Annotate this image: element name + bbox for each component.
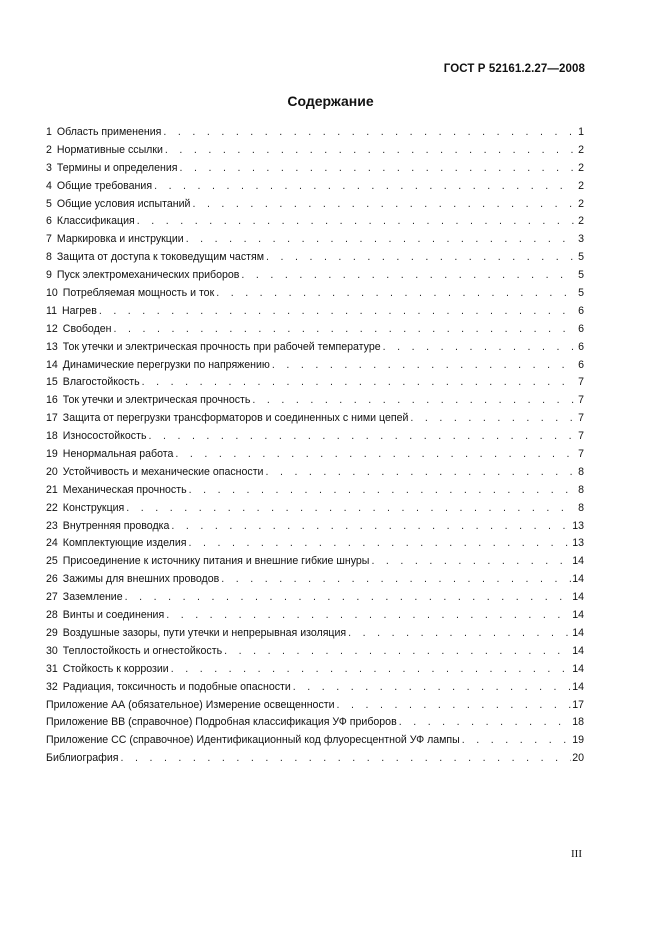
toc-leader-dots bbox=[125, 589, 572, 607]
toc-entry-title: Маркировка и инструкции bbox=[56, 233, 184, 246]
toc-entry-title: Ток утечки и электрическая прочность при рабочей температуре bbox=[62, 340, 381, 353]
toc-entry-number: 2 bbox=[46, 143, 52, 156]
toc-entry-label bbox=[46, 732, 462, 750]
toc-entry-label bbox=[46, 142, 165, 160]
toc-entry-title: Ненормальная работа bbox=[62, 448, 174, 461]
toc-entry-title: Влагостойкость bbox=[62, 376, 140, 389]
toc-entry[interactable] bbox=[46, 231, 584, 249]
toc-entry-label bbox=[46, 160, 180, 178]
toc-entry-label bbox=[46, 500, 126, 518]
toc-entry-number: 30 bbox=[46, 644, 58, 657]
toc-entry-title: Защита от доступа к токоведущим частям bbox=[56, 251, 264, 264]
toc-entry-page: 8 bbox=[578, 483, 584, 496]
toc-entry-page: 6 bbox=[578, 322, 584, 335]
toc-entry-title: Теплостойкость и огнестойкость bbox=[62, 644, 223, 657]
toc-entry-title: Механическая прочность bbox=[62, 483, 187, 496]
toc-entry[interactable] bbox=[46, 160, 584, 178]
toc-entry-page: 3 bbox=[578, 233, 584, 246]
toc-entry-label bbox=[46, 535, 189, 553]
toc-entry-label bbox=[46, 464, 265, 482]
toc-leader-dots bbox=[371, 553, 571, 571]
toc-entry-title: Общие требования bbox=[56, 179, 153, 192]
toc-entry-label bbox=[46, 249, 266, 267]
toc-entry-number: 22 bbox=[46, 501, 58, 514]
toc-entry-title: Нормативные ссылки bbox=[56, 143, 163, 156]
toc-entry-label bbox=[46, 392, 252, 410]
toc-leader-dots bbox=[137, 213, 575, 231]
toc-entry-label bbox=[46, 357, 272, 375]
toc-entry[interactable] bbox=[46, 625, 584, 643]
toc-entry-number: 5 bbox=[46, 197, 52, 210]
toc-entry-page: 20 bbox=[572, 752, 584, 765]
toc-entry-title: Заземление bbox=[62, 591, 123, 604]
toc-entry-number: 24 bbox=[46, 537, 58, 550]
page-title: Содержание bbox=[287, 93, 374, 109]
toc-leader-dots bbox=[266, 249, 575, 267]
toc-entry-number: 8 bbox=[46, 251, 52, 264]
toc-entry-page: 14 bbox=[572, 609, 584, 622]
toc-entry-page: 13 bbox=[572, 519, 584, 532]
toc-entry[interactable] bbox=[46, 553, 584, 571]
toc-entry-number: 1 bbox=[46, 126, 52, 138]
toc-entry-number: 11 bbox=[46, 304, 57, 317]
toc-entry-title: Потребляемая мощность и ток bbox=[62, 287, 215, 300]
toc-entry[interactable] bbox=[46, 500, 584, 518]
toc-leader-dots bbox=[114, 321, 576, 339]
toc-entry-page: 14 bbox=[572, 662, 584, 675]
toc-entry-page: 17 bbox=[572, 698, 584, 711]
toc-entry-title: Присоединение к источнику питания и внешние гибкие шнуры bbox=[62, 555, 370, 568]
toc-leader-dots bbox=[348, 625, 571, 643]
toc-entry[interactable] bbox=[46, 714, 584, 732]
toc-entry-title: Радиация, токсичность и подобные опасности bbox=[62, 680, 291, 693]
toc-entry-page: 13 bbox=[572, 537, 584, 550]
toc-leader-dots bbox=[241, 267, 575, 285]
toc-entry-title: Внутренняя проводка bbox=[62, 519, 170, 532]
toc-entry-title: Пуск электромеханических приборов bbox=[56, 269, 240, 282]
toc-entry-title: Нагрев bbox=[62, 304, 97, 317]
toc-entry-number: 20 bbox=[46, 465, 58, 478]
toc-entry-label bbox=[46, 428, 148, 446]
toc-leader-dots bbox=[293, 679, 571, 697]
toc-entry-label bbox=[46, 321, 114, 339]
toc-entry-label bbox=[46, 267, 241, 285]
toc-entry[interactable] bbox=[46, 213, 584, 231]
toc-entry-page: 7 bbox=[578, 376, 584, 389]
toc-entry-label bbox=[46, 446, 175, 464]
toc-entry-label bbox=[46, 178, 154, 196]
toc-leader-dots bbox=[171, 661, 571, 679]
toc-entry-title: Ток утечки и электрическая прочность bbox=[62, 394, 251, 407]
toc-entry-page: 6 bbox=[578, 358, 584, 371]
toc-leader-dots bbox=[189, 482, 575, 500]
toc-entry-label bbox=[46, 714, 399, 732]
toc-leader-dots bbox=[224, 643, 571, 661]
toc-leader-dots bbox=[265, 464, 575, 482]
toc-entry-number: 9 bbox=[46, 269, 52, 282]
toc-entry-number: 12 bbox=[46, 322, 58, 335]
toc-entry[interactable] bbox=[46, 571, 584, 589]
toc-entry-page: 5 bbox=[578, 269, 584, 282]
toc-entry-label bbox=[46, 697, 337, 715]
toc-entry-label bbox=[46, 196, 192, 214]
toc-entry[interactable] bbox=[46, 142, 584, 160]
toc-leader-dots bbox=[186, 231, 575, 249]
table-of-contents bbox=[46, 124, 584, 768]
toc-entry-number: 7 bbox=[46, 233, 52, 246]
toc-entry-number: 10 bbox=[46, 287, 58, 300]
toc-entry-label bbox=[46, 553, 371, 571]
toc-entry[interactable] bbox=[46, 196, 584, 214]
toc-entry-title: Стойкость к коррозии bbox=[62, 662, 169, 675]
toc-entry-number: 19 bbox=[46, 448, 58, 461]
toc-entry-number: 13 bbox=[46, 340, 58, 353]
toc-entry-label bbox=[46, 482, 189, 500]
toc-entry-page: 7 bbox=[578, 448, 584, 461]
toc-entry[interactable] bbox=[46, 697, 584, 715]
toc-entry-number: 25 bbox=[46, 555, 58, 568]
toc-entry-page: 14 bbox=[572, 573, 584, 586]
toc-entry-number: 14 bbox=[46, 358, 58, 371]
toc-leader-dots bbox=[175, 446, 575, 464]
toc-entry-label bbox=[46, 339, 383, 357]
toc-entry-number: 32 bbox=[46, 680, 58, 693]
toc-entry-label bbox=[46, 410, 410, 428]
toc-entry-number: 28 bbox=[46, 609, 58, 622]
toc-leader-dots bbox=[154, 178, 575, 196]
toc-entry-page: 6 bbox=[578, 304, 584, 317]
toc-entry[interactable] bbox=[46, 303, 584, 321]
toc-entry-page: 14 bbox=[572, 555, 584, 568]
toc-leader-dots bbox=[192, 196, 575, 214]
toc-entry[interactable] bbox=[46, 428, 584, 446]
toc-leader-dots bbox=[180, 160, 575, 178]
toc-entry-number: 3 bbox=[46, 161, 52, 174]
toc-entry-page: 2 bbox=[578, 215, 584, 228]
toc-entry-label bbox=[46, 643, 224, 661]
toc-entry[interactable] bbox=[46, 392, 584, 410]
toc-entry-page: 2 bbox=[578, 197, 584, 210]
toc-entry-page: 2 bbox=[578, 143, 584, 156]
toc-entry-number: 27 bbox=[46, 591, 58, 604]
toc-leader-dots bbox=[142, 374, 575, 392]
toc-entry[interactable] bbox=[46, 679, 584, 697]
toc-entry[interactable] bbox=[46, 482, 584, 500]
toc-entry[interactable] bbox=[46, 661, 584, 679]
toc-leader-dots bbox=[165, 142, 575, 160]
toc-entry-title: Динамические перегрузки по напряжению bbox=[62, 358, 270, 371]
toc-entry[interactable] bbox=[46, 285, 584, 303]
toc-entry-page: 8 bbox=[578, 501, 584, 514]
toc-entry[interactable] bbox=[46, 732, 584, 750]
toc-entry-label bbox=[46, 124, 163, 142]
toc-leader-dots bbox=[399, 714, 571, 732]
toc-entry-title: Износостойкость bbox=[62, 430, 147, 443]
toc-entry-page: 2 bbox=[578, 179, 584, 192]
toc-entry-number: 6 bbox=[46, 215, 52, 228]
toc-entry[interactable] bbox=[46, 357, 584, 375]
toc-leader-dots bbox=[120, 750, 571, 768]
toc-entry[interactable] bbox=[46, 339, 584, 357]
toc-entry-title: Винты и соединения bbox=[62, 609, 165, 622]
toc-entry-label bbox=[46, 374, 142, 392]
toc-entry-title: Термины и определения bbox=[56, 161, 178, 174]
toc-entry-page: 7 bbox=[578, 412, 584, 425]
toc-entry-title: Защита от перегрузки трансформаторов и соединенных с ними цепей bbox=[62, 412, 409, 425]
toc-leader-dots bbox=[252, 392, 575, 410]
toc-entry-label bbox=[46, 285, 216, 303]
toc-entry[interactable] bbox=[46, 607, 584, 625]
toc-leader-dots bbox=[383, 339, 575, 357]
toc-entry-title: Общие условия испытаний bbox=[56, 197, 191, 210]
toc-leader-dots bbox=[126, 500, 575, 518]
toc-entry-title: Классификация bbox=[56, 215, 135, 228]
toc-entry-title: Приложение СС (справочное) Идентификационный код флуоресцентной УФ лампы bbox=[46, 734, 460, 747]
toc-leader-dots bbox=[148, 428, 575, 446]
toc-leader-dots bbox=[189, 535, 572, 553]
toc-entry-title: Конструкция bbox=[62, 501, 125, 514]
toc-entry-label bbox=[46, 750, 120, 768]
toc-entry-label bbox=[46, 625, 348, 643]
toc-entry[interactable] bbox=[46, 589, 584, 607]
toc-leader-dots bbox=[99, 303, 575, 321]
toc-entry-label bbox=[46, 213, 137, 231]
toc-leader-dots bbox=[163, 124, 575, 142]
toc-entry[interactable] bbox=[46, 446, 584, 464]
page-number: III bbox=[571, 848, 582, 860]
toc-entry-page: 7 bbox=[578, 394, 584, 407]
toc-entry[interactable] bbox=[46, 178, 584, 196]
toc-entry-title: Воздушные зазоры, пути утечки и непрерывная изоляция bbox=[62, 626, 347, 639]
toc-entry-number: 31 bbox=[46, 662, 58, 675]
toc-entry-page: 8 bbox=[578, 465, 584, 478]
toc-leader-dots bbox=[272, 357, 575, 375]
toc-entry-number: 21 bbox=[46, 483, 58, 496]
toc-entry-label bbox=[46, 679, 293, 697]
toc-entry-page: 14 bbox=[572, 680, 584, 693]
toc-entry-label bbox=[46, 607, 166, 625]
toc-entry-page: 5 bbox=[578, 251, 584, 264]
toc-entry-label bbox=[46, 661, 171, 679]
toc-leader-dots bbox=[462, 732, 571, 750]
toc-entry-title: Приложение ВВ (справочное) Подробная классификация УФ приборов bbox=[46, 716, 397, 729]
toc-entry-number: 17 bbox=[46, 412, 58, 425]
toc-leader-dots bbox=[171, 518, 571, 536]
toc-entry-number: 23 bbox=[46, 519, 58, 532]
toc-entry-title: Область применения bbox=[56, 126, 162, 138]
toc-entry-label bbox=[46, 231, 186, 249]
toc-entry-page: 5 bbox=[578, 287, 584, 300]
toc-entry-label bbox=[46, 571, 221, 589]
toc-entry-title: Зажимы для внешних проводов bbox=[62, 573, 220, 586]
toc-entry-label bbox=[46, 303, 99, 321]
toc-entry-number: 18 bbox=[46, 430, 58, 443]
toc-entry[interactable] bbox=[46, 374, 584, 392]
toc-entry-number: 15 bbox=[46, 376, 58, 389]
toc-entry-page: 19 bbox=[572, 734, 584, 747]
toc-entry-title: Устойчивость и механические опасности bbox=[62, 465, 264, 478]
toc-entry-page: 6 bbox=[578, 340, 584, 353]
toc-entry-number: 16 bbox=[46, 394, 58, 407]
toc-leader-dots bbox=[337, 697, 572, 715]
toc-entry[interactable] bbox=[46, 750, 584, 768]
toc-entry[interactable] bbox=[46, 321, 584, 339]
toc-entry[interactable] bbox=[46, 410, 584, 428]
toc-entry-number: 4 bbox=[46, 179, 52, 192]
document-code: ГОСТ Р 52161.2.27—2008 bbox=[443, 63, 585, 75]
toc-entry-label bbox=[46, 589, 125, 607]
toc-entry-number: 29 bbox=[46, 626, 58, 639]
toc-entry-number: 26 bbox=[46, 573, 58, 586]
toc-entry[interactable] bbox=[46, 249, 584, 267]
toc-entry-page: 7 bbox=[578, 430, 584, 443]
toc-entry-label bbox=[46, 518, 171, 536]
toc-entry-page: 1 bbox=[578, 126, 584, 138]
toc-entry[interactable] bbox=[46, 535, 584, 553]
toc-leader-dots bbox=[166, 607, 571, 625]
toc-entry-page: 2 bbox=[578, 161, 584, 174]
toc-entry-page: 14 bbox=[572, 644, 584, 657]
toc-entry-page: 14 bbox=[572, 591, 584, 604]
toc-entry[interactable] bbox=[46, 267, 584, 285]
toc-entry-title: Библиография bbox=[46, 752, 119, 765]
toc-leader-dots bbox=[216, 285, 575, 303]
toc-entry-title: Приложение АА (обязательное) Измерение освещенности bbox=[46, 698, 335, 711]
toc-entry[interactable] bbox=[46, 464, 584, 482]
toc-entry[interactable] bbox=[46, 643, 584, 661]
toc-entry[interactable] bbox=[46, 518, 584, 536]
toc-entry-page: 14 bbox=[572, 626, 584, 639]
toc-entry-page: 18 bbox=[572, 716, 584, 729]
toc-entry[interactable] bbox=[46, 124, 584, 142]
toc-entry-title: Комплектующие изделия bbox=[62, 537, 187, 550]
toc-leader-dots bbox=[221, 571, 571, 589]
toc-entry-title: Свободен bbox=[62, 322, 112, 335]
toc-leader-dots bbox=[410, 410, 575, 428]
